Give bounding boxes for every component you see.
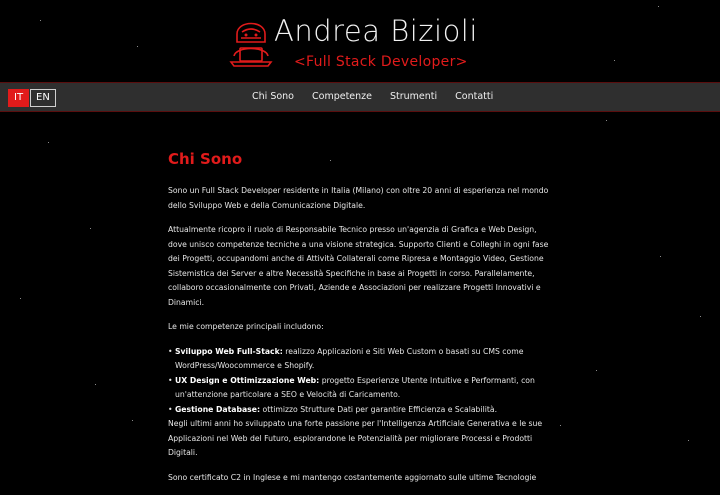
skills-list (168, 345, 556, 418)
list-item (168, 374, 556, 403)
brand-logo[interactable] (228, 8, 528, 74)
about-section (168, 150, 556, 495)
ai-paragraph: Negli ultimi anni ho sviluppato una forte passione per l'Intelligenza Artificiale Generativa e le sue Applicazioni nel Web del Futuro, esplorandone le Potenzialità per migliorare Processi e Prodotti Digitali. (168, 419, 543, 457)
list-item (168, 403, 556, 418)
hacker-laptop-icon (228, 12, 274, 70)
certification-paragraph: Sono certificato C2 in Inglese e mi mantengo costantemente aggiornato sulle ultime Tecnologie (168, 472, 537, 482)
language-it-button[interactable]: IT (8, 89, 29, 107)
intro-paragraph: Sono un Full Stack Developer residente in Italia (Milano) con oltre 20 anni di esperienza nel mondo dello Sviluppo Web e della Comunicazione Digitale. (168, 186, 549, 210)
nav-item-chi-sono[interactable]: Chi Sono (252, 91, 294, 102)
skill-title: UX Design e Ottimizzazione Web: (175, 375, 320, 385)
nav-menu (252, 83, 493, 111)
skill-title: Sviluppo Web Full-Stack: (175, 346, 283, 356)
skill-text: ottimizzo Strutture Dati per garantire Efficienza e Scalabilità. (260, 404, 498, 414)
skill-text: progetto Esperienze Utente Intuitive e Performanti, con un'attenzione particolare a SEO e Velocità di Caricamento. (175, 375, 535, 399)
skill-text: realizzo Applicazioni e Siti Web Custom o basati su CMS come WordPress/Woocommerce e Shopify. (175, 346, 524, 370)
nav-item-strumenti[interactable]: Strumenti (390, 91, 438, 102)
role-paragraph: Attualmente ricopro il ruolo di Responsabile Tecnico presso un'agenzia di Grafica e Web Design, dove unisco competenze tecniche a una visione strategica. Supporto Clienti e Colleghi in ogni fase dei Progetti, occupandomi anche di Attività Collaterali come Ripresa e Montaggio Video, Gestione Sistemistica dei Server e altre Necessità Specifiche in base ai Progetti in corso. Parallelamente, collaboro occasionalmente con Privati, Aziende e Associazioni per realizzare Progetti Innovativi e Dinamici. (168, 225, 549, 307)
site-title: Andrea Bizioli (274, 14, 478, 48)
skills-intro: Le mie competenze principali includono: (168, 322, 324, 331)
section-title: Chi Sono (168, 150, 243, 168)
site-header (0, 0, 720, 82)
list-item (168, 345, 556, 374)
language-en-button[interactable]: EN (30, 89, 56, 107)
nav-item-competenze[interactable]: Competenze (312, 91, 372, 102)
skill-title: Gestione Database: (175, 404, 261, 414)
main-navbar (0, 82, 720, 112)
nav-item-contatti[interactable]: Contatti (455, 91, 494, 102)
site-subtitle: <Full Stack Developer> (294, 54, 468, 70)
